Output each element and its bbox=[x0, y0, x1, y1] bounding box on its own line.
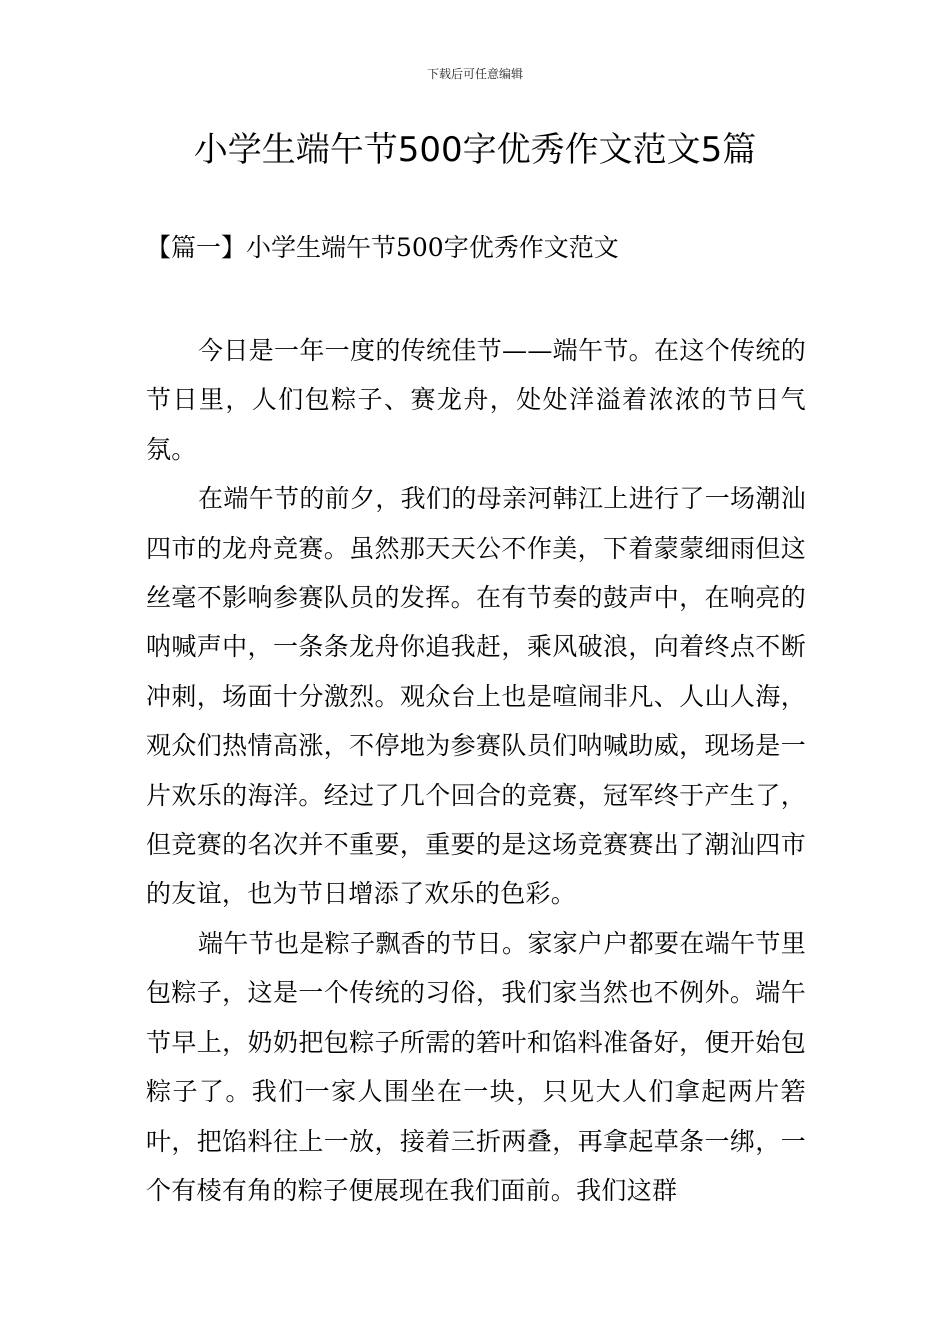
document-title: 小学生端午节500字优秀作文范文5篇 bbox=[193, 130, 757, 170]
paragraph-2: 在端午节的前夕，我们的母亲河韩江上进行了一场潮汕四市的龙舟竞赛。虽然那天天公不作美，下着蒙蒙细雨但这丝毫不影响参赛队员的发挥。在有节奏的鼓声中，在响亮的呐喊声中，一条条龙舟你追我赶，乘风破浪，向着终点不断冲刺，场面十分激烈。观众台上也是喧闹非凡、人山人海，观众们热情高涨，不停地为参赛队员们呐喊助威，现场是一片欢乐的海洋。经过了几个回合的竞赛，冠军终于产生了，但竞赛的名次并不重要，重要的是这场竞赛赛出了潮汕四市的友谊，也为节日增添了欢乐的色彩。 bbox=[146, 484, 806, 909]
paragraph-1: 今日是一年一度的传统佳节——端午节。在这个传统的节日里，人们包粽子、赛龙舟，处处洋溢着浓浓的节日气氛。 bbox=[146, 336, 806, 464]
paragraph-3: 端午节也是粽子飘香的节日。家家户户都要在端午节里包粽子，这是一个传统的习俗，我们家当然也不例外。端午节早上，奶奶把包粽子所需的箬叶和馅料准备好，便开始包粽子了。我们一家人围坐在一块，只见大人们拿起两片箬叶，把馅料往上一放，接着三折两叠，再拿起草条一绑，一个有棱有角的粽子便展现在我们面前。我们这群 bbox=[146, 928, 806, 1205]
article-body bbox=[146, 326, 806, 1215]
header-note: 下载后可任意编辑 bbox=[426, 67, 523, 81]
section-heading: 【篇一】小学生端午节500字优秀作文范文 bbox=[146, 233, 619, 262]
